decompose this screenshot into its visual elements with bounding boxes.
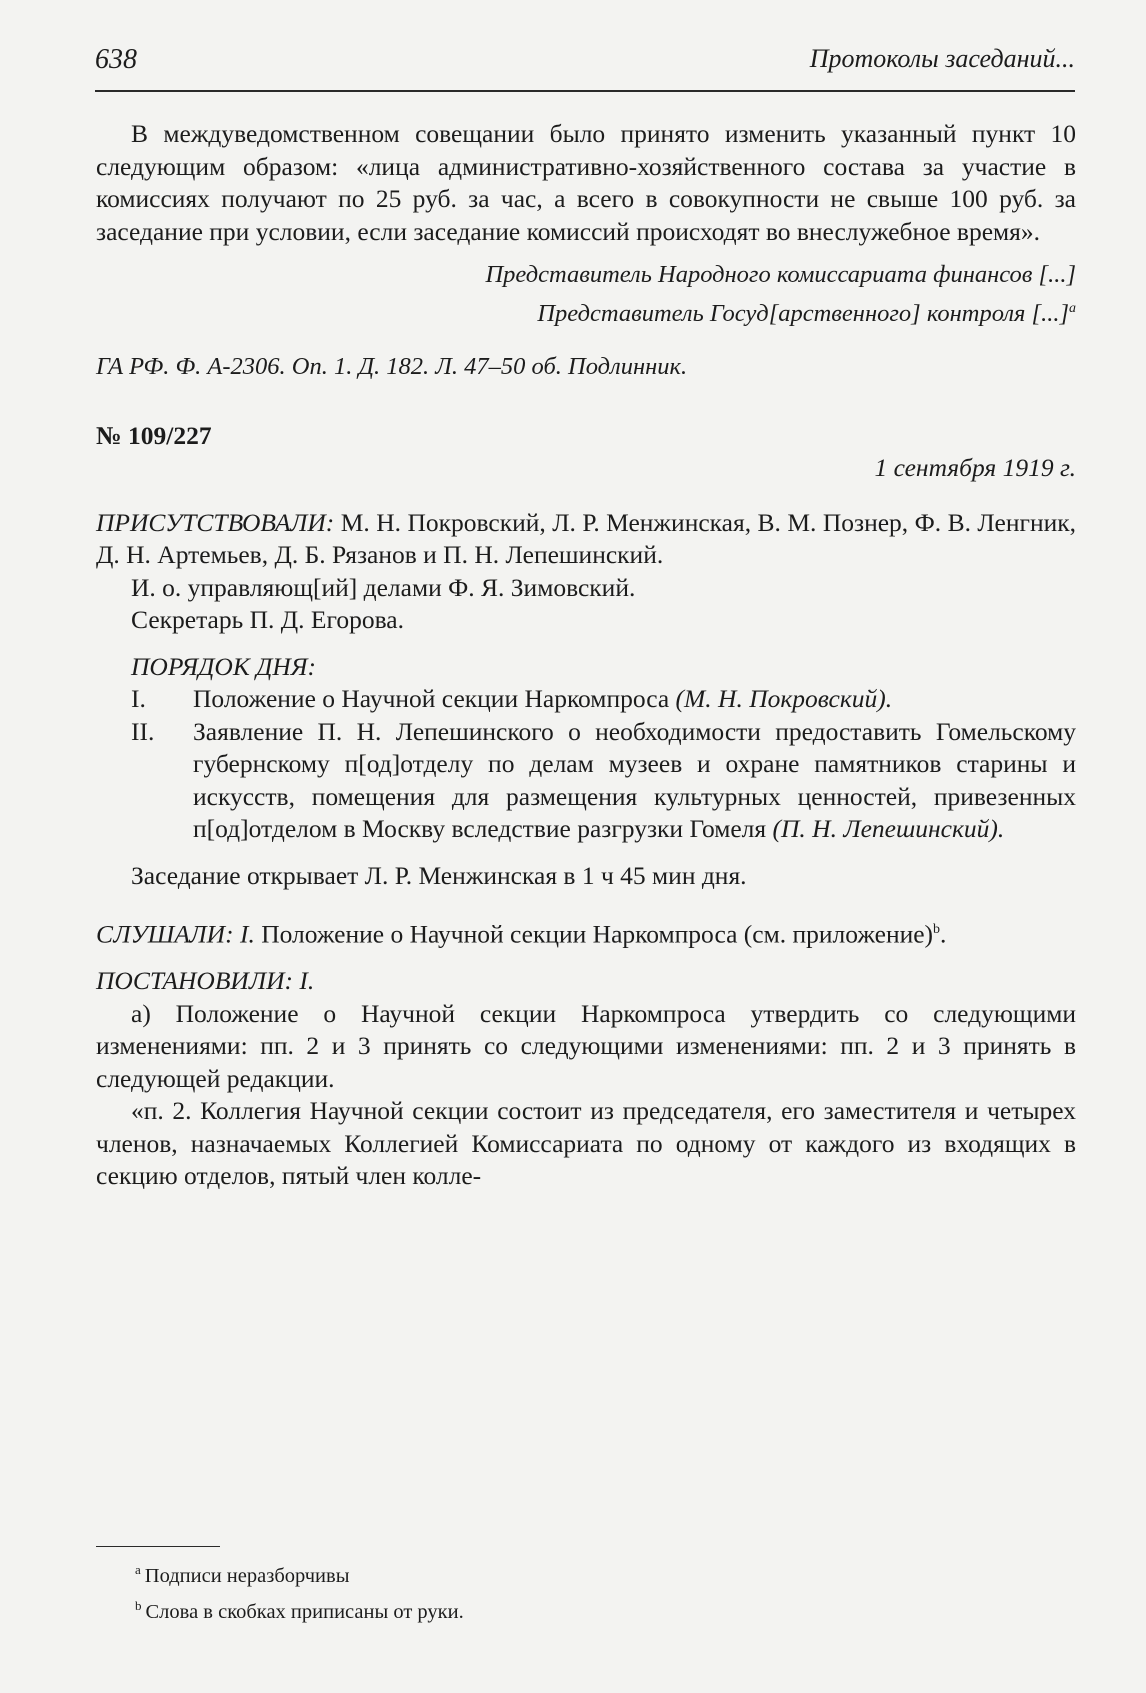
opening-statement: Заседание открывает Л. Р. Менжинская в 1 ч 45 мин дня. bbox=[131, 860, 747, 890]
secretary: Секретарь П. Д. Егорова. bbox=[131, 605, 404, 635]
agenda-item-text: Заявление П. Н. Лепешинского о необходимости предоставить Гомельскому губернскому п[од]отделу по делам музеев и охране памятников старины и искусств, помещения для размещения культурных ценностей, привезенных п[од]отделом в Москву вследствие разгрузки Гомеля (П. Н. Лепешинский). bbox=[193, 716, 1076, 844]
acting-manager: И. о. управляющ[ий] делами Ф. Я. Зимовский. bbox=[131, 572, 636, 602]
page-header bbox=[95, 36, 1075, 92]
agenda-item bbox=[96, 716, 1076, 846]
heard-number: I. bbox=[239, 919, 255, 949]
present-label: ПРИСУТСТВОВАЛИ: bbox=[96, 507, 335, 537]
signature-block bbox=[96, 258, 1076, 331]
footnote-mark: b bbox=[135, 1598, 142, 1613]
footnote-text: Подписи неразборчивы bbox=[144, 1564, 350, 1587]
page-body bbox=[96, 118, 1076, 1193]
heard-text: Положение о Научной секции Наркомпроса (см. приложение) bbox=[261, 919, 934, 949]
footnote-mark-b: b bbox=[933, 922, 941, 938]
resolved-number: I. bbox=[299, 966, 315, 996]
footnote-divider bbox=[96, 1546, 220, 1547]
heard-label: СЛУШАЛИ: bbox=[96, 919, 234, 949]
archive-source: ГА РФ. Ф. А-2306. Оп. 1. Д. 182. Л. 47–50 об. Подлинник. bbox=[96, 353, 688, 381]
document-date: 1 сентября 1919 г. bbox=[874, 453, 1076, 483]
page-number: 638 bbox=[95, 44, 137, 75]
resolution-paragraph-b: «п. 2. Коллегия Научной секции состоит из председателя, его заместителя и четырех членов, назначаемых Коллегией Комиссариата по одному от каждого из входящих в секцию отделов, пятый член колле- bbox=[96, 1096, 1076, 1191]
footnote bbox=[135, 1562, 349, 1588]
footnote-mark: a bbox=[135, 1562, 141, 1577]
agenda-item-speaker: (П. Н. Лепешинский). bbox=[772, 814, 1005, 844]
agenda-item-number: II. bbox=[131, 716, 155, 746]
agenda-item-text: Положение о Научной секции Наркомпроса (М. Н. Покровский). bbox=[193, 684, 893, 714]
footnote-mark-a: a bbox=[1069, 301, 1076, 316]
present-paragraph bbox=[96, 507, 1076, 572]
document-number: № 109/227 bbox=[96, 420, 212, 450]
heard-paragraph: СЛУШАЛИ: I. Положение о Научной секции Наркомпроса (см. приложение)$^b$. bbox=[96, 919, 947, 949]
agenda-item bbox=[96, 683, 1076, 716]
resolved-heading bbox=[96, 965, 1076, 998]
agenda-item-number: I. bbox=[131, 684, 146, 714]
resolved-label: ПОСТАНОВИЛИ: bbox=[96, 966, 293, 996]
footnote bbox=[135, 1598, 464, 1624]
footnote-text: Слова в скобках приписаны от руки. bbox=[145, 1600, 464, 1623]
signature-finance: Представитель Народного комиссариата финансов [...] bbox=[485, 261, 1076, 288]
agenda-label: ПОРЯДОК ДНЯ: bbox=[131, 651, 317, 681]
present-names: М. Н. Покровский, Л. Р. Менжинская, В. М. Познер, Ф. В. Ленгник, Д. Н. Артемьев, Д. Б. Рязанов и П. Н. Лепешинский. bbox=[96, 507, 1077, 570]
running-title: Протоколы заседаний... bbox=[809, 44, 1075, 73]
intro-paragraph: В междуведомственном совещании было принято изменить указанный пункт 10 следующим образом: «лица административно-хозяйственного состава за участие в комиссиях получают по 25 руб. за час, а всего в совокупности не свыше 100 руб. за заседание при условии, если заседание комиссий происходят во внеслужебное время». bbox=[96, 119, 1076, 246]
signature-control: Представитель Госуд[арственного] контроля [...]$^a$ bbox=[537, 300, 1076, 328]
agenda-item-speaker: (М. Н. Покровский). bbox=[675, 684, 893, 714]
resolution-paragraph-a: а) Положение о Научной секции Наркомпроса утвердить со следующими изменениями: пп. 2 и 3 принять со следующими изменениями: пп. 2 и 3 принять в следующей редакции. bbox=[96, 998, 1076, 1093]
